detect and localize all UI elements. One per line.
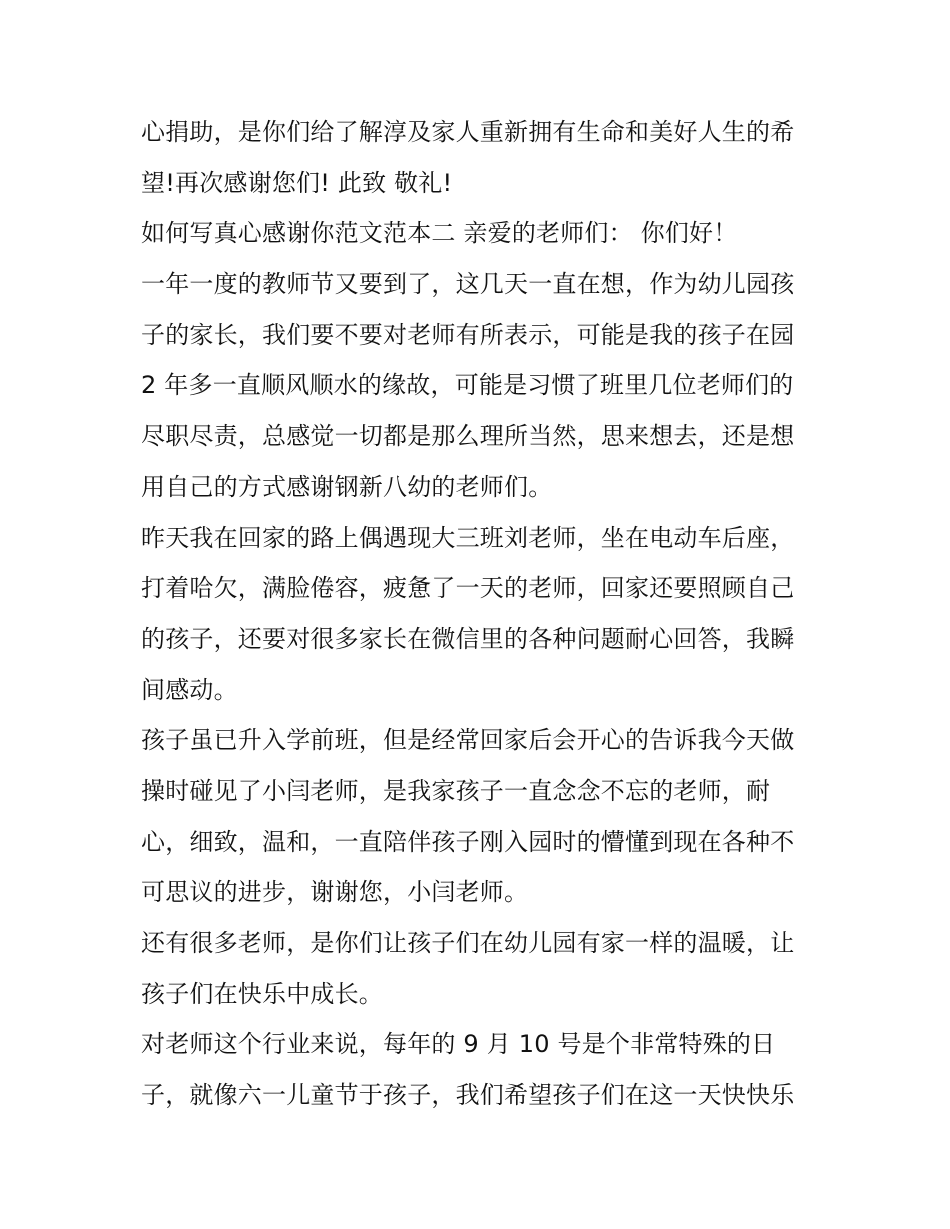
text-line: 2 年多一直顺风顺水的缘故，可能是习惯了班里几位老师们的: [141, 371, 794, 400]
text-line: 可思议的进步，谢谢您，小闫老师。: [141, 878, 529, 907]
text-line: 如何写真心感谢你范文范本二 亲爱的老师们： 你们好！: [141, 219, 738, 248]
text-line: 打着哈欠，满脸倦容，疲惫了一天的老师，回家还要照顾自己: [141, 574, 795, 603]
text-line: 心捐助，是你们给了解淳及家人重新拥有生命和美好人生的希: [141, 118, 795, 146]
text-line: 的孩子，还要对很多家长在微信里的各种问题耐心回答，我瞬: [141, 624, 795, 653]
text-line: 望!再次感谢您们! 此致 敬礼!: [141, 168, 453, 197]
text-line: 孩子虽已升入学前班，但是经常回家后会开心的告诉我今天做: [141, 726, 795, 755]
text-line: 用自己的方式感谢钢新八幼的老师们。: [141, 472, 553, 501]
text-line: 尽职尽责，总感觉一切都是那么理所当然，思来想去，还是想: [141, 422, 795, 451]
text-line: 对老师这个行业来说，每年的 9 月 10 号是个非常特殊的日: [141, 1030, 776, 1059]
text-line: 孩子们在快乐中成长。: [141, 979, 383, 1008]
text-line: 操时碰见了小闫老师，是我家孩子一直念念不忘的老师，耐: [141, 776, 771, 805]
text-line: 还有很多老师，是你们让孩子们在幼儿园有家一样的温暖，让: [141, 929, 795, 957]
text-line: 子，就像六一儿童节于孩子，我们希望孩子们在这一天快快乐: [141, 1081, 795, 1110]
text-line: 间感动。: [141, 675, 238, 704]
text-line: 一年一度的教师节又要到了，这几天一直在想，作为幼儿园孩: [141, 270, 795, 299]
text-line: 子的家长，我们要不要对老师有所表示，可能是我的孩子在园: [141, 320, 795, 349]
text-line: 昨天我在回家的路上偶遇现大三班刘老师，坐在电动车后座，: [141, 523, 795, 552]
text-line: 心，细致，温和，一直陪伴孩子刚入园时的懵懂到现在各种不: [141, 827, 795, 856]
document-body: [141, 107, 821, 1121]
